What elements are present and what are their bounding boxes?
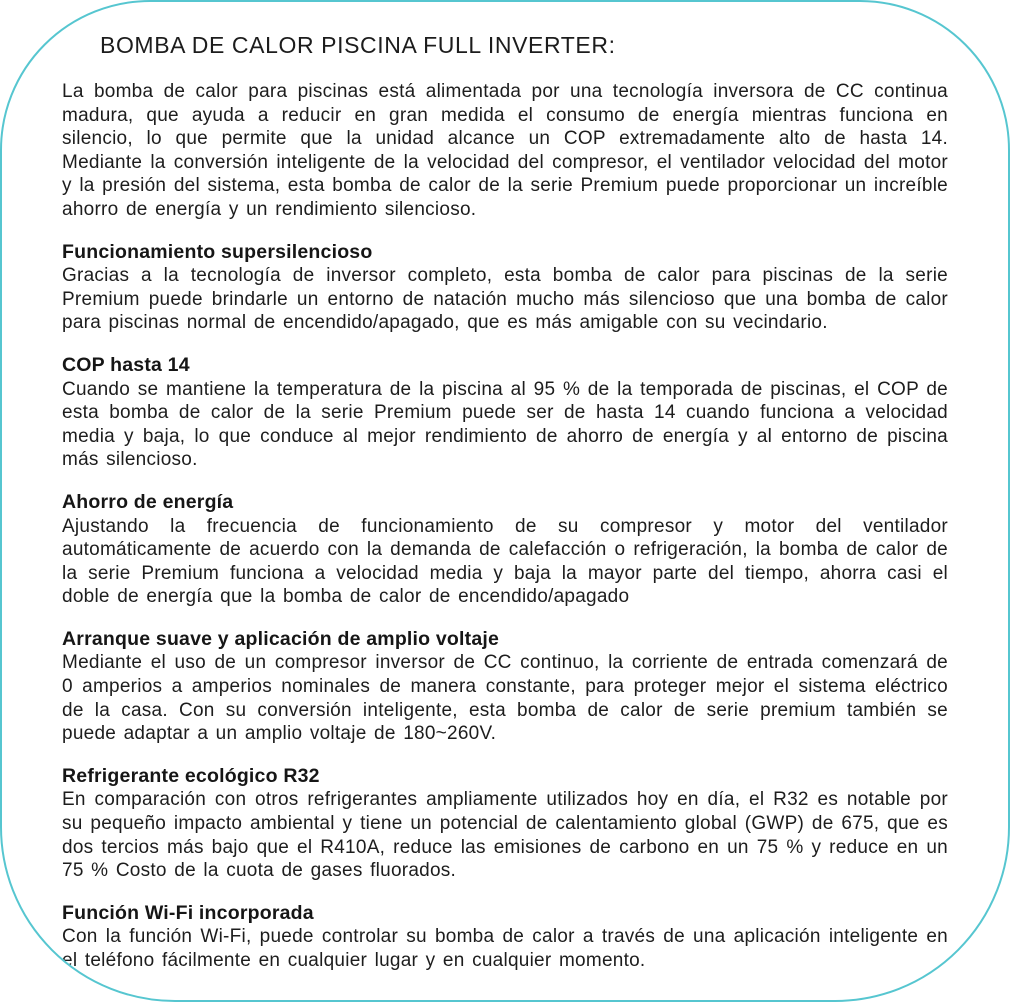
section-heading: Función Wi-Fi incorporada (62, 901, 314, 924)
section-heading: Funcionamiento supersilencioso (62, 240, 373, 263)
section-funcionamiento-supersilencioso (62, 241, 948, 335)
section-heading: Ahorro de energía (62, 490, 234, 513)
section-body: Gracias a la tecnología de inversor completo, esta bomba de calor para piscinas de la serie Premium puede brindarle un entorno de natación mucho más silencioso que una bomba de calor para piscinas normal de encendido/apagado, que es más amigable con su vecindario. (62, 265, 948, 334)
section-heading: Arranque suave y aplicación de amplio voltaje (62, 627, 500, 650)
section-heading: Refrigerante ecológico R32 (62, 764, 320, 787)
section-ahorro-de-energia (62, 491, 948, 609)
section-arranque-suave (62, 628, 948, 746)
page-title: BOMBA DE CALOR PISCINA FULL INVERTER: (100, 32, 616, 58)
section-body: Cuando se mantiene la temperatura de la piscina al 95 % de la temporada de piscinas, el COP de esta bomba de calor de la serie Premium puede ser de hasta 14 cuando funciona a velocidad media y baja, lo que conduce al mejor rendimiento de ahorro de energía y al entorno de piscina más silencioso. (62, 378, 948, 471)
section-cop-hasta-14 (62, 354, 948, 472)
section-body: Mediante el uso de un compresor inversor de CC continuo, la corriente de entrada comenzará de 0 amperios a amperios nominales de manera constante, para proteger mejor el sistema eléctrico de la casa. Con su conversión inteligente, esta bomba de calor de serie premium también se puede adaptar a un amplio voltaje de 180~260V. (62, 652, 948, 745)
section-refrigerante-r32 (62, 765, 948, 883)
section-body: Ajustando la frecuencia de funcionamiento de su compresor y motor del ventilador automáticamente de acuerdo con la demanda de calefacción o refrigeración, la bomba de calor de la serie Premium funciona a velocidad media y baja la mayor parte del tiempo, ahorra casi el doble de energía que la bomba de calor de encendido/apagado (62, 515, 948, 608)
section-body: En comparación con otros refrigerantes ampliamente utilizados hoy en día, el R32 es notable por su pequeño impacto ambiental y tiene un potencial de calentamiento global (GWP) de 675, que es dos tercios más bajo que el R410A, reduce las emisiones de carbono en un 75 % y reduce en un 75 % Costo de la cuota de gases fluorados. (62, 789, 948, 882)
section-heading: COP hasta 14 (62, 353, 190, 376)
section-funcion-wifi (62, 902, 948, 973)
section-body: Con la función Wi-Fi, puede controlar su bomba de calor a través de una aplicación inteligente en el teléfono fácilmente en cualquier lugar y en cualquier momento. (62, 926, 948, 971)
intro-paragraph: La bomba de calor para piscinas está alimentada por una tecnología inversora de CC continua madura, que ayuda a reducir en gran medida el consumo de energía mientras funciona en silencio, lo que permite que la unidad alcance un COP extremadamente alto de hasta 14. Mediante la conversión inteligente de la velocidad del compresor, el ventilador velocidad del motor y la presión del sistema, esta bomba de calor de la serie Premium puede proporcionar un increíble ahorro de energía y un rendimiento silencioso. (62, 81, 948, 220)
